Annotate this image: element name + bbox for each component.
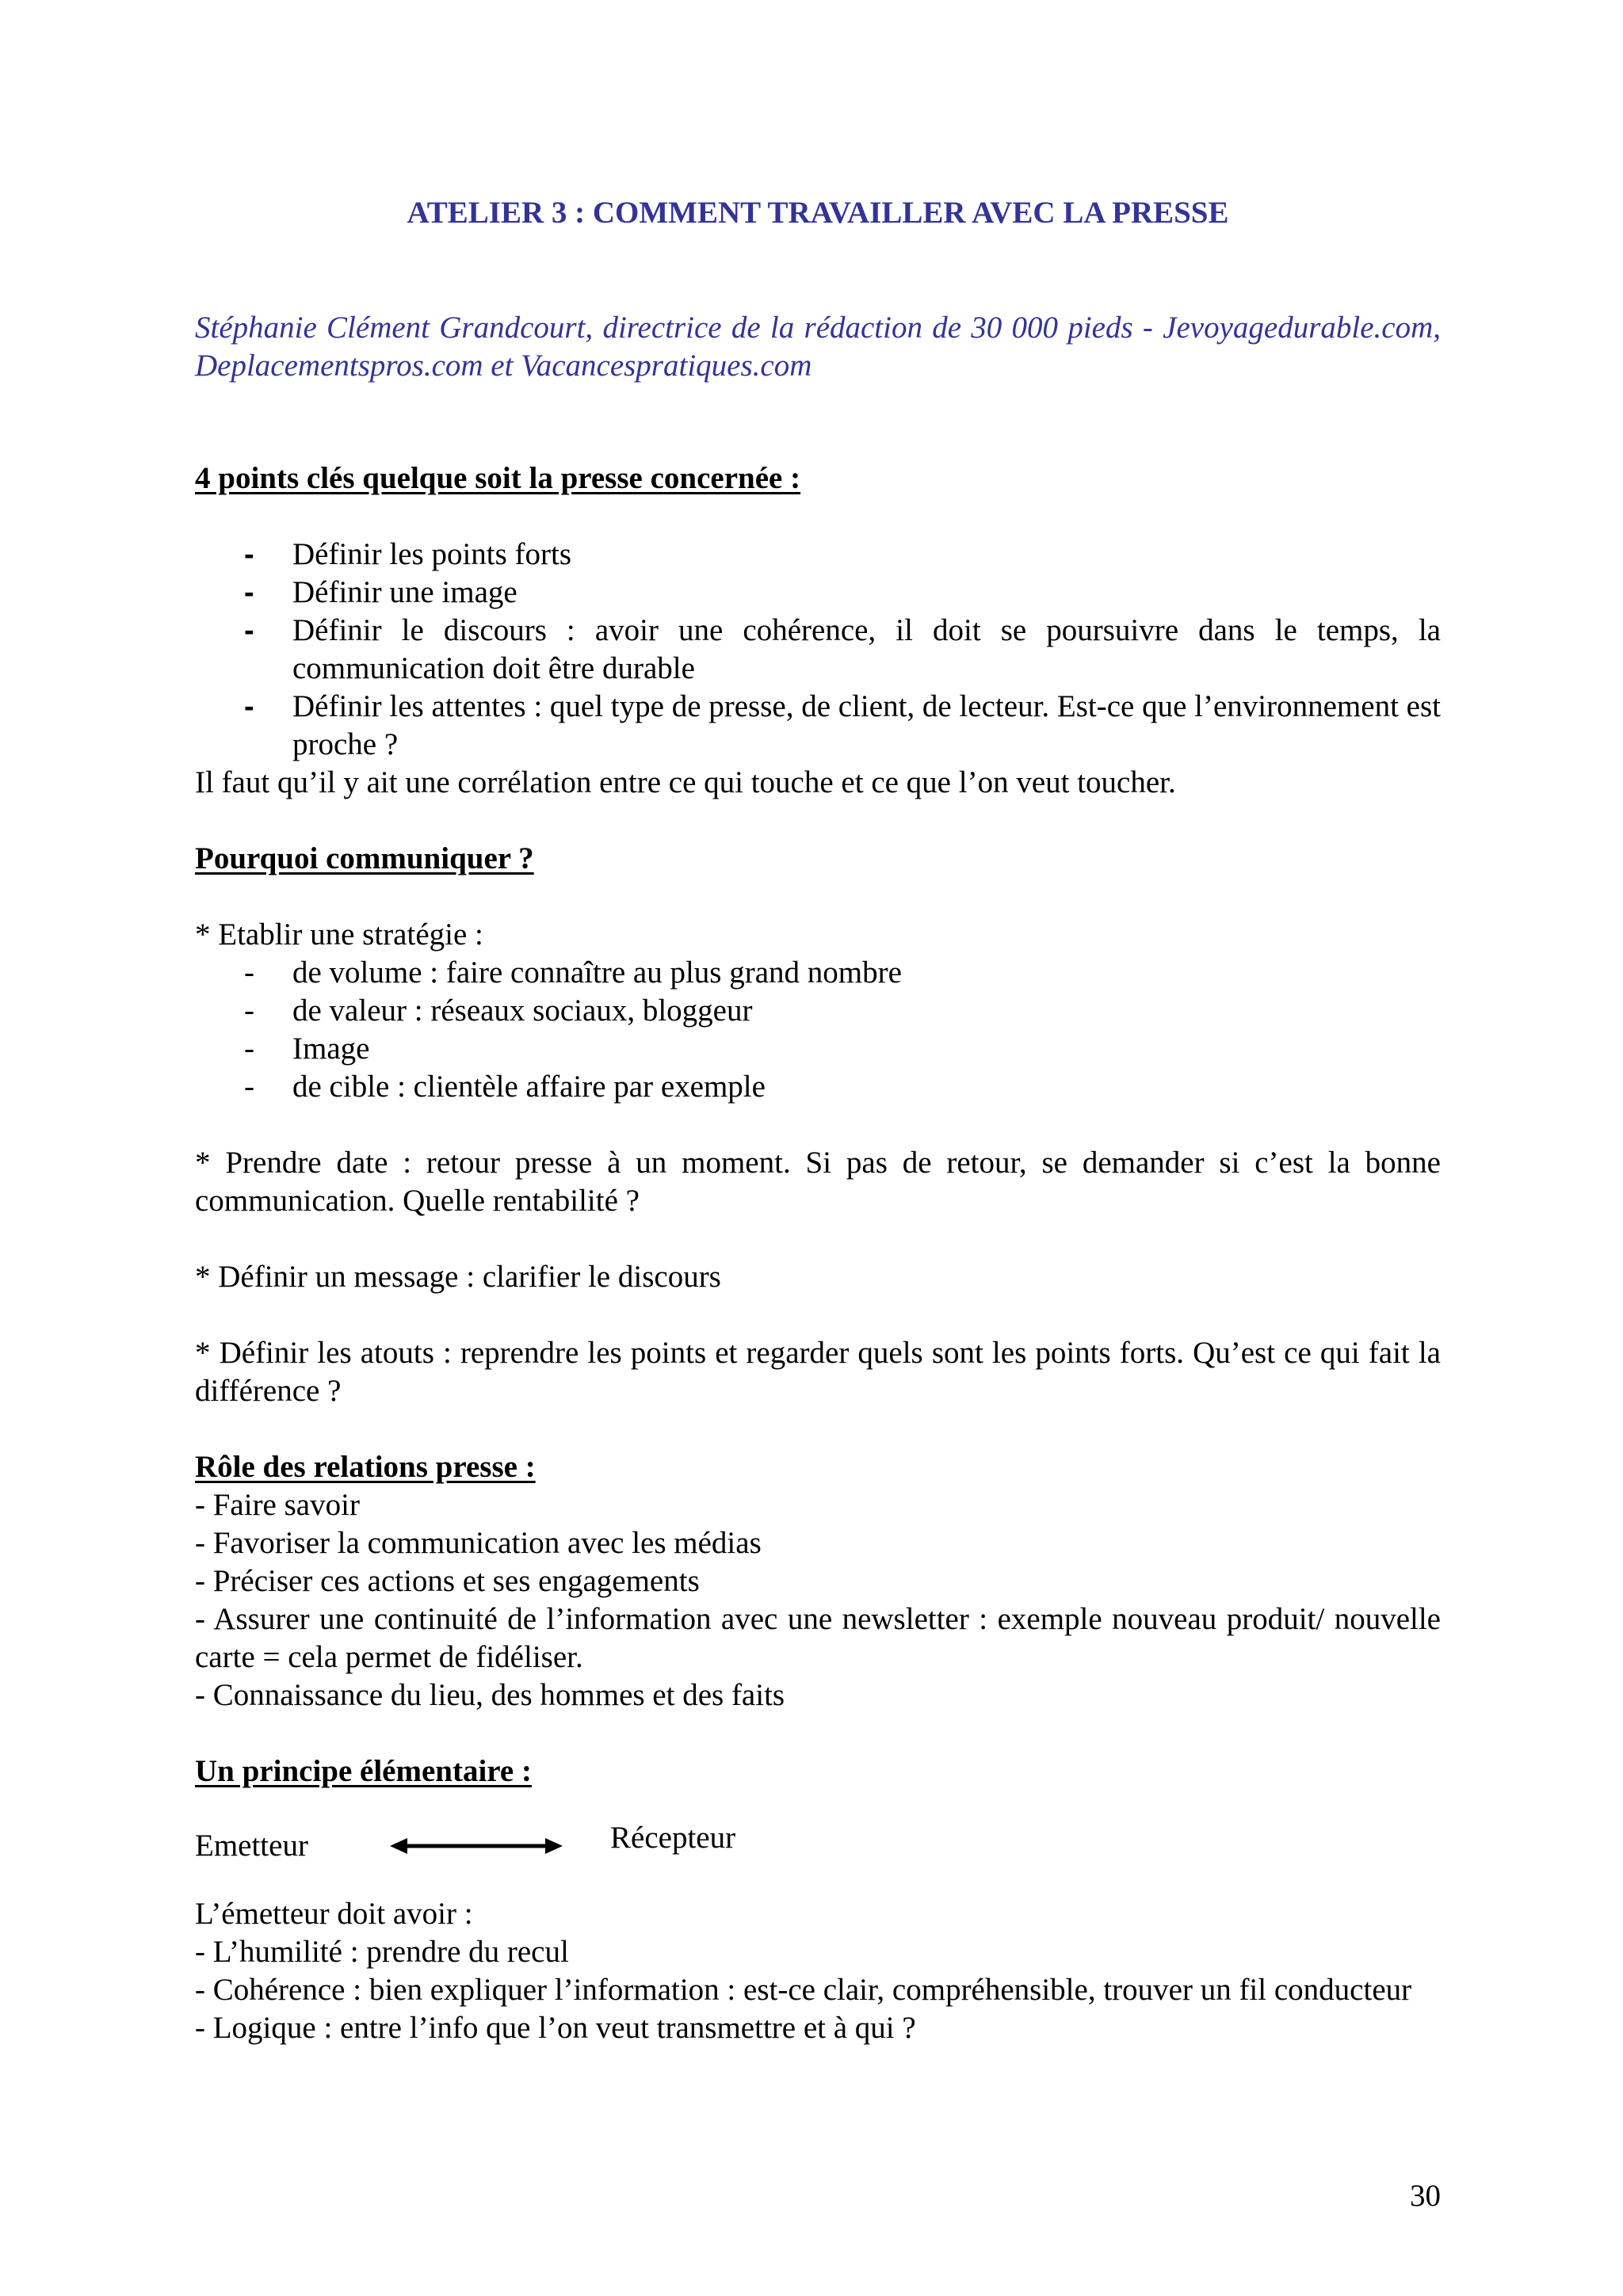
section-heading-key-points: 4 points clés quelque soit la presse concernée :	[195, 461, 801, 495]
list-item: - Définir le discours : avoir une cohérence, il doit se poursuivre dans le temps, la communication doit être durable	[244, 613, 1441, 685]
emitter-receiver-diagram	[195, 1819, 1441, 1868]
list-item: - de cible : clientèle affaire par exemple	[244, 1070, 766, 1104]
double-arrow-icon	[390, 1835, 563, 1857]
section-heading-press-relations: Rôle des relations presse :	[195, 1450, 536, 1484]
list-item: - de volume : faire connaître au plus grand nombre	[244, 955, 902, 990]
section-heading-why-communicate: Pourquoi communiquer ?	[195, 841, 534, 875]
page-title: ATELIER 3 : COMMENT TRAVAILLER AVEC LA PRESSE	[407, 196, 1229, 230]
emitter-quality-line: - L’humilité : prendre du recul	[195, 1935, 569, 1969]
emitter-intro: L’émetteur doit avoir :	[195, 1897, 473, 1931]
press-role-line: - Faire savoir	[195, 1488, 360, 1522]
press-role-line: - Assurer une continuité de l’information avec une newsletter : exemple nouveau produit/ nouvelle carte = cela permet de fidéliser.	[195, 1602, 1441, 1674]
strategy-list	[195, 954, 1441, 1106]
key-points-list	[195, 536, 1441, 764]
page-number: 30	[1410, 2179, 1441, 2213]
document-body	[195, 460, 1441, 2047]
correlation-paragraph: Il faut qu’il y ait une corrélation entre ce qui touche et ce que l’on veut toucher.	[195, 765, 1176, 799]
press-role-line: - Connaissance du lieu, des hommes et des faits	[195, 1678, 785, 1712]
list-item: - Image	[244, 1032, 370, 1066]
list-item: - de valeur : réseaux sociaux, bloggeur	[244, 994, 753, 1028]
message-paragraph: * Définir un message : clarifier le discours	[195, 1260, 721, 1294]
author-line: Stéphanie Clément Grandcourt, directrice de la rédaction de 30 000 pieds - Jevoyagedurable.com, Deplacementspros.com et Vacancespratiques.com	[195, 311, 1441, 383]
emitter-quality-line: - Cohérence : bien expliquer l’information : est-ce clair, compréhensible, trouver un fil conducteur	[195, 1973, 1412, 2007]
assets-paragraph: * Définir les atouts : reprendre les points et regarder quels sont les points forts. Qu’est ce qui fait la différence ?	[195, 1336, 1441, 1408]
emitter-label: Emetteur	[195, 1829, 308, 1863]
take-date-paragraph: * Prendre date : retour presse à un moment. Si pas de retour, se demander si c’est la bonne communication. Quelle rentabilité ?	[195, 1146, 1441, 1218]
strategy-intro: * Etablir une stratégie :	[195, 917, 483, 952]
list-item: - Définir les attentes : quel type de presse, de client, de lecteur. Est-ce que l’environnement est proche ?	[244, 689, 1441, 761]
receiver-label: Récepteur	[610, 1821, 736, 1855]
emitter-quality-line: - Logique : entre l’info que l’on veut transmettre et à qui ?	[195, 2011, 916, 2045]
press-role-line: - Favoriser la communication avec les médias	[195, 1526, 762, 1560]
press-role-line: - Préciser ces actions et ses engagements	[195, 1564, 700, 1598]
section-heading-principle: Un principe élémentaire :	[195, 1754, 532, 1788]
list-item: - Définir une image	[244, 575, 517, 609]
list-item: - Définir les points forts	[244, 537, 572, 571]
